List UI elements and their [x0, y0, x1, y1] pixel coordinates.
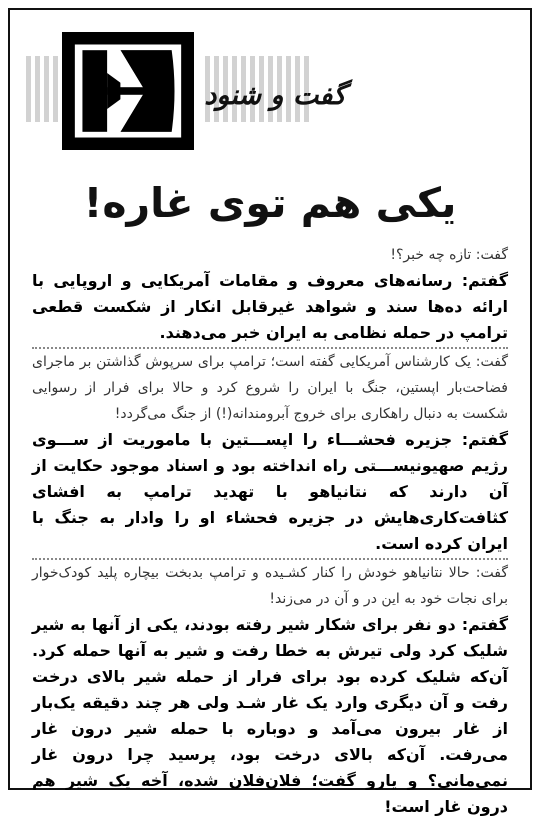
dialogue-question: گفت: حالا نتانیاهو خودش را کنار کشـیده و ترامپ بدبخت بیچاره پلید کودک‌خوار برای نجات خود به این در و آن در می‌زند!	[32, 565, 508, 607]
kayhan-logo-icon	[62, 32, 194, 150]
dialogue-question: گفت: یک کارشناس آمریکایی گفته است؛ ترامپ برای سرپوش گذاشتن بر ماجرای فضاحت‌بار اپستین، جنگ با ایران را شروع کرد و حالا برای فرار از رسوایی شکست به دنبال راهکاری برای خروج آبرومندانه(!) از جنگ می‌گردد!	[32, 354, 508, 422]
decorative-stripes-left	[26, 56, 58, 122]
dialogue-body	[32, 242, 508, 820]
dialogue-answer: گفتم: رسانه‌های معروف و مقامات آمریکایی و اروپایی با ارائه ده‌ها سند و شواهد غیرقابل انکار از شکست قطعی ترامپ در حمله نظامی به ایران خبر می‌دهند.	[32, 271, 508, 342]
section-label: گفت و شنود	[204, 80, 346, 111]
column-frame	[8, 8, 532, 816]
column-header	[10, 10, 530, 160]
dialogue-answer: گفتم: دو نفر برای شکار شیر رفته بودند، یکی از آنها به شیر شلیک کرد ولی تیرش به خطا رفت و شیر به آنها حمله کرد. آن‌که شلیک کرده بود برای فرار از حمله شیر بالای درخت رفت و آن دیگری وارد یک غار شـد ولی هر چند دقیقه یک‌بار از غار بیرون می‌آمد و دوباره با حمله شیر درون غار می‌رفت. آن‌که بالای درخت بود، پرسید چرا درون غار نمی‌مانی؟ و یارو گفت؛ فلان‌فلان شده، آخه یک شیر هم درون غار است!	[32, 615, 508, 816]
logo-mark	[65, 35, 191, 147]
headline: یکی هم توی غاره!	[83, 179, 457, 227]
dialogue-question: گفت: تازه چه خبر؟!	[390, 247, 508, 263]
dialogue-answer: گفتم: جزیره فحشـــاء را اپســـتین با ماموریت از ســـوی رژیم صهیونیســـتی راه انداخته بود و اسناد موجود حکایت از آن دارند که نتانیاهو با تهدید ترامپ به افشای کثافت‌کاری‌هایش در جزیره فحشاء او را وادار به جنگ با ایران کرده است.	[32, 430, 508, 553]
